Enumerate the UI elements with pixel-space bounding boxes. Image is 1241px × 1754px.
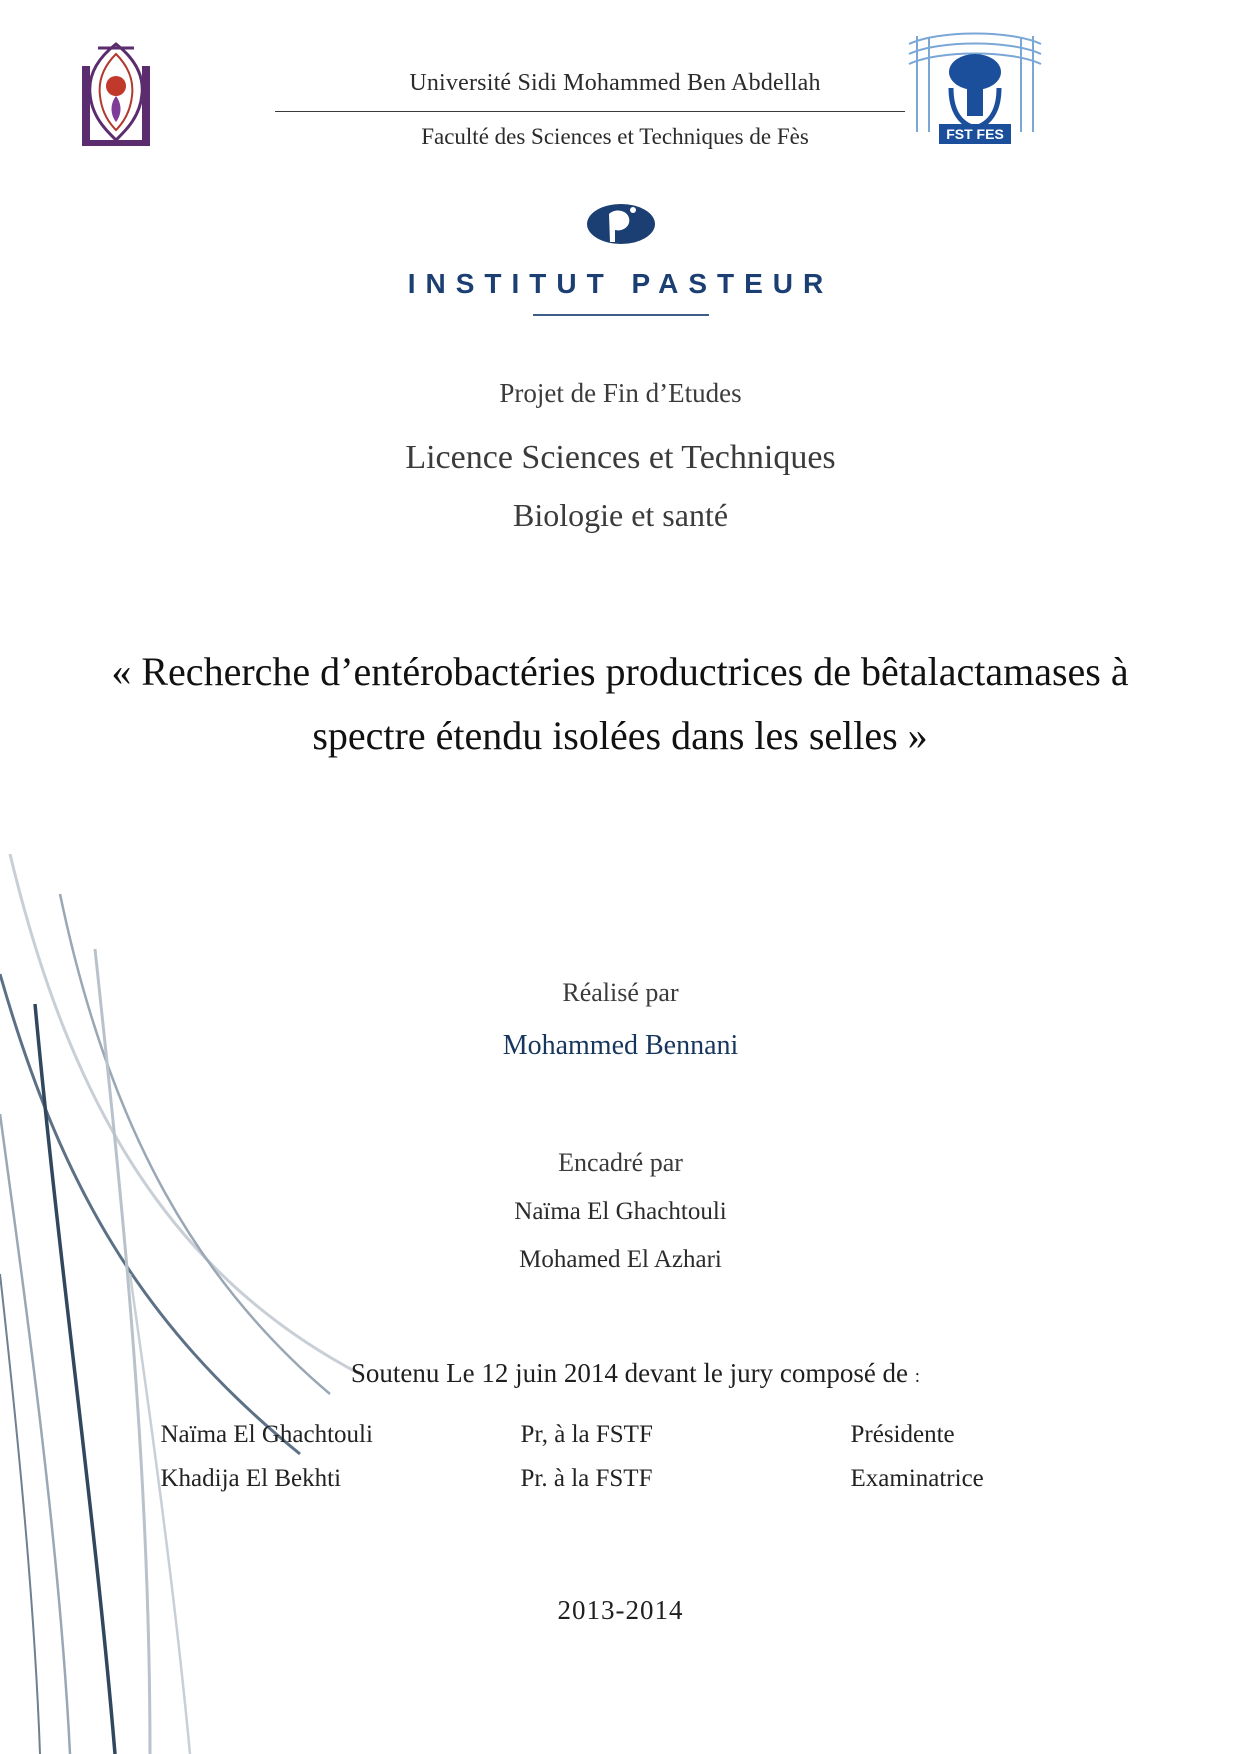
- author-label: Réalisé par: [562, 978, 679, 1007]
- jury-member-role: Pr. à la FSTF: [520, 1465, 653, 1492]
- table-row: [161, 1457, 1081, 1501]
- jury-heading-colon: :: [914, 1366, 921, 1387]
- supervisor-name: Mohamed El Azhari: [519, 1246, 722, 1273]
- field-name: Biologie et santé: [512, 497, 729, 533]
- academic-year: 2013-2014: [557, 1595, 684, 1625]
- supervisor-name: Naïma El Ghachtouli: [514, 1198, 727, 1225]
- author-block: [0, 978, 1241, 1062]
- svg-text:FST FES: FST FES: [946, 126, 1004, 142]
- jury-block: [0, 1358, 1241, 1501]
- project-type: Projet de Fin d’Etudes: [499, 378, 742, 408]
- institut-pasteur-logo: [0, 198, 1241, 316]
- jury-member-name: Naïma El Ghachtouli: [160, 1421, 373, 1448]
- degree-name: Licence Sciences et Techniques: [405, 439, 836, 476]
- university-crest-icon: [68, 40, 164, 152]
- jury-member-function: Présidente: [850, 1421, 955, 1448]
- jury-member-role: Pr, à la FSTF: [520, 1421, 653, 1448]
- supervisor-block: [0, 1148, 1241, 1274]
- jury-heading: [0, 1358, 1241, 1389]
- page-header: [0, 22, 1241, 182]
- institut-pasteur-wordmark: INSTITUT PASTEUR: [407, 268, 834, 299]
- jury-member-name: Khadija El Bekhti: [160, 1465, 342, 1492]
- author-name: Mohammed Bennani: [502, 1030, 739, 1061]
- jury-member-function: Examinatrice: [850, 1465, 984, 1492]
- fst-fes-logo-icon: [899, 28, 1051, 156]
- university-name: Université Sidi Mohammed Ben Abdellah: [409, 70, 821, 96]
- table-row: [161, 1413, 1081, 1457]
- supervisor-label: Encadré par: [558, 1148, 683, 1177]
- faculty-name: Faculté des Sciences et Techniques de Fès: [421, 124, 809, 149]
- jury-table: [161, 1413, 1081, 1501]
- pasteur-emblem-icon: [571, 198, 671, 260]
- diploma-block: [0, 378, 1241, 534]
- jury-heading-text: Soutenu Le 12 juin 2014 devant le jury composé de: [350, 1358, 909, 1388]
- pasteur-divider: [533, 314, 709, 316]
- page-title: « Recherche d’entérobactéries productrices de bêtalactamases à spectre étendu isolées dans les selles »: [111, 649, 1129, 758]
- header-divider: [275, 111, 955, 112]
- university-block: [270, 70, 960, 150]
